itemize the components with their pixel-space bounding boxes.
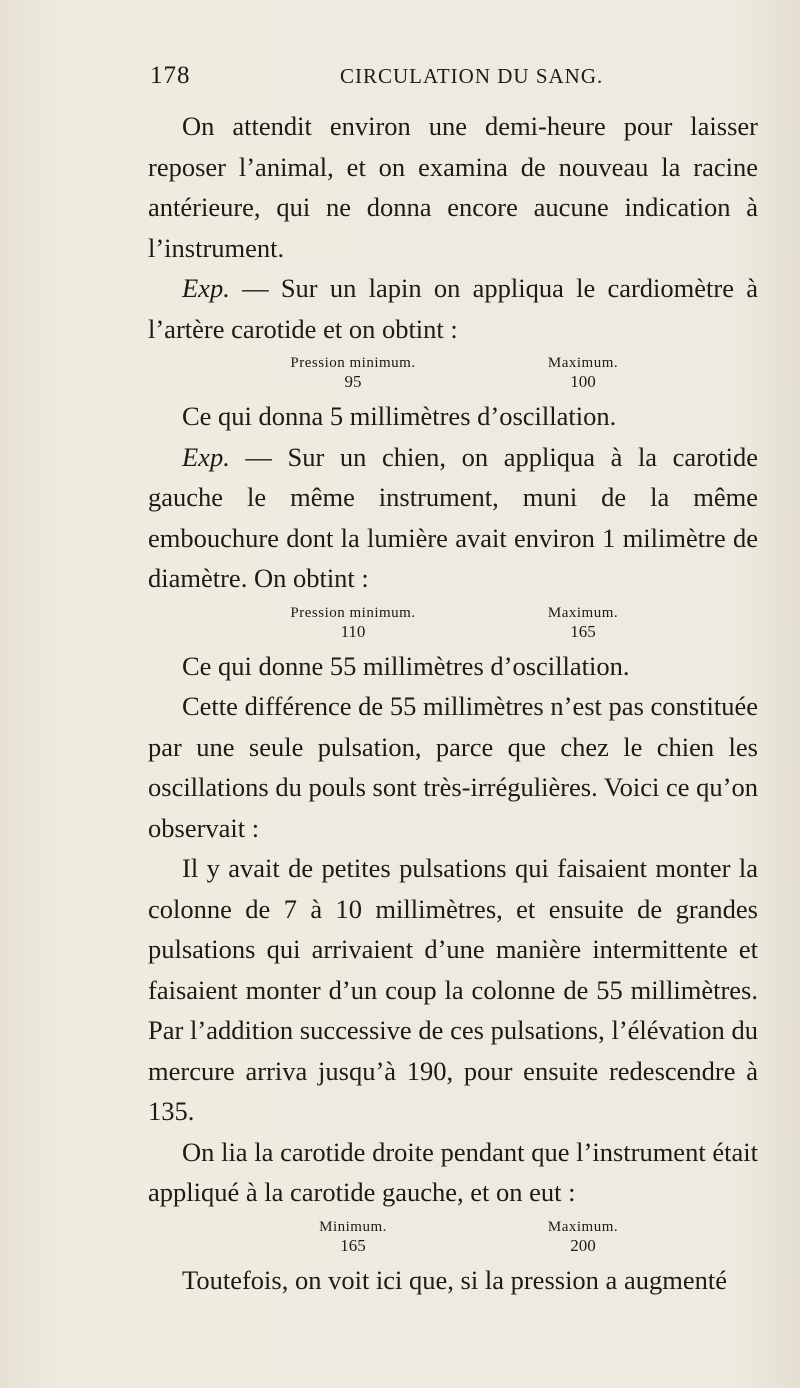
paragraph-9: Toutefois, on voit ici que, si la pression a augmenté [182,1264,727,1295]
maximum-label: Maximum. [547,355,619,371]
maximum-value: 100 [570,372,596,391]
paragraph-exp-chien [148,437,758,599]
paragraph-text: — Sur un lapin on appliqua le cardiomètre à l’artère carotide et on obtint : [148,273,758,344]
minimum-value: 165 [340,1235,366,1255]
maximum-label: Maximum. [547,1218,619,1235]
minimum-value: 95 [344,372,362,391]
paragraph-8: On lia la carotide droite pendant que l’instrument était appliqué à la carotide gauche, et on eut : [148,1136,758,1207]
paragraph-5: Ce qui donne 55 millimètres d’oscillation. [182,650,630,681]
paragraph-7: Il y avait de petites pulsations qui faisaient monter la colonne de 7 à 10 millimètres, et ensuite de grandes pulsations qui arrivaient d’une manière intermittente et faisaient monter d’un coup la colonne de 55 millimètres. Par l’addition successive de ces pulsations, l’élévation du mercure arriva jusqu’à 190, pour ensuite redescendre à 135. [148,853,758,1126]
maximum-label: Maximum. [547,604,619,621]
exp-label: Exp. [182,441,230,472]
minimum-value: 110 [340,621,366,641]
running-title: CIRCULATION DU SANG. [340,64,604,88]
maximum-value: 165 [570,621,596,641]
exp-label: Exp. [182,273,230,303]
paragraph-6: Cette différence de 55 millimètres n’est pas constituée par une seule pulsation, parce que chez le chien les oscillations du pouls sont très-irrégulières. Voici ce qu’on observait : [148,691,758,843]
paragraph-text: — Sur un chien, on appliqua à la carotide gauche le même instrument, muni de la même embouchure dont la lumière avait environ 1 milimètre de diamètre. On obtint : [148,441,758,593]
measurement-table-3 [258,1219,678,1254]
minimum-label: Minimum. [319,1218,387,1235]
paragraph-1: On attendit environ une demi-heure pour laisser reposer l’animal, et on examina de nouveau la racine antérieure, qui ne donna encore aucune indication à l’instrument. [148,111,758,263]
maximum-value: 200 [570,1235,596,1255]
minimum-label: Pression minimum. [290,355,416,371]
paragraph-exp-lapin [148,268,758,349]
page-header [150,62,710,96]
measurement-table-2 [258,605,678,640]
body-text [148,106,758,1300]
paragraph-3: Ce qui donna 5 millimètres d’oscillation. [182,401,617,431]
minimum-label: Pression minimum. [290,604,416,621]
page-number: 178 [150,62,191,89]
measurement-table-1 [258,355,678,390]
